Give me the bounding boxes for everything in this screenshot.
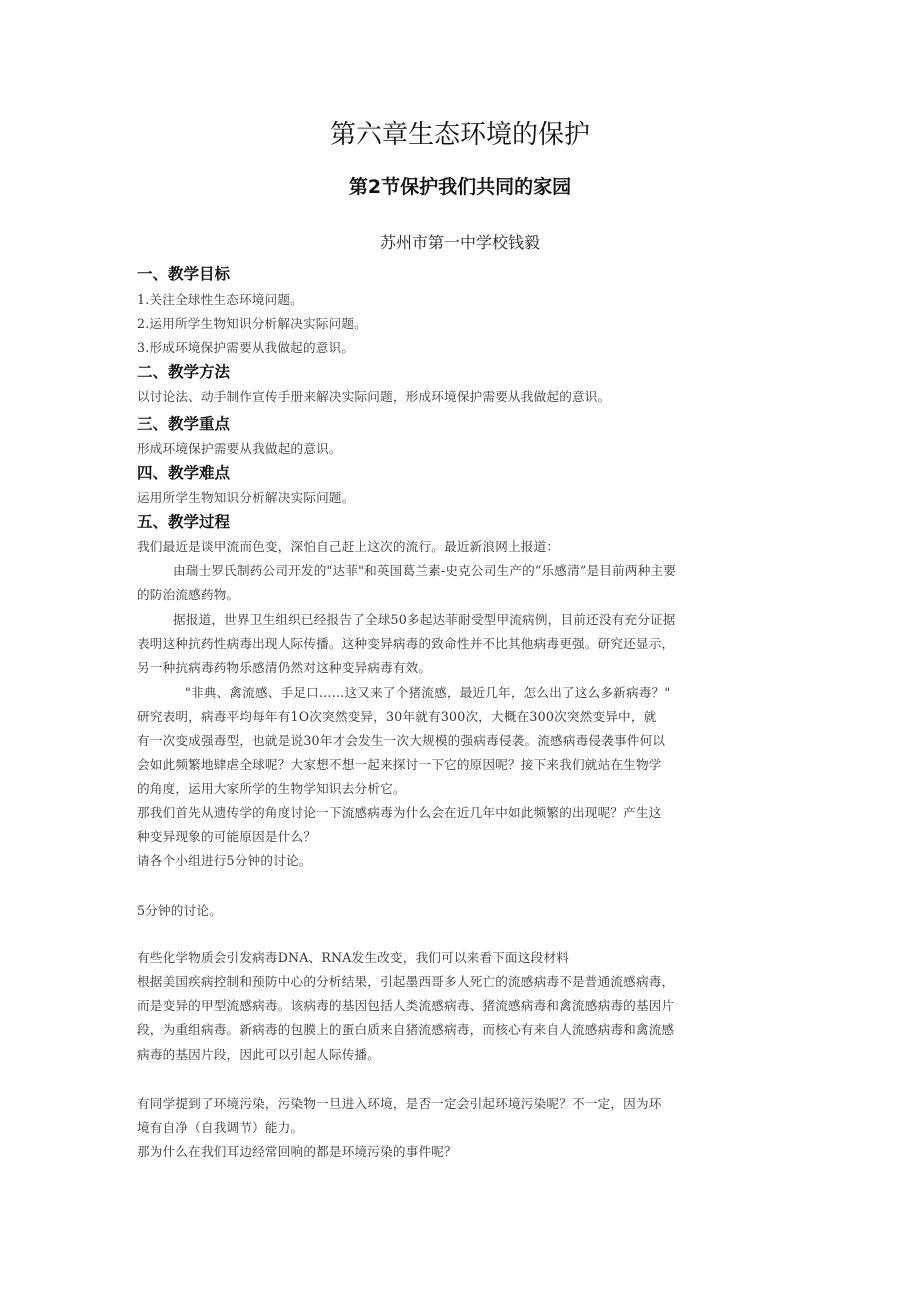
process-line: 表明这种抗药性病毒出现人际传播。这种变异病毒的致命性并不比其他病毒更强。研究还显示，	[137, 636, 675, 651]
process-line: 我们最近是谈甲流而色变，深怕自己赶上这次的流行。最近新浪网上报道：	[137, 539, 560, 554]
process-line: 病毒的基因片段，因此可以引起人际传播。	[137, 1047, 381, 1062]
heading-difficulties: 四、教学难点	[137, 464, 231, 482]
process-line: 会如此频繁地肆虐全球呢？大家想不想一起来探讨一下它的原因呢？接下来我们就站在生物学	[137, 757, 662, 772]
process-line: "非典、禽流感、手足口……这又来了个猪流感，最近几年，怎么出了这么多新病毒？"	[185, 685, 671, 700]
process-line: 请各个小组进行5分钟的讨论。	[137, 853, 312, 868]
process-line: 研究表明，病毒平均每年有1O次突然变异，30年就有300次，大概在300次突然变异中，就	[137, 709, 657, 724]
process-line: 另一种抗病毒药物乐感清仍然对这种变异病毒有效。	[137, 660, 432, 675]
process-line: 而是变异的甲型流感病毒。该病毒的基因包括人类流感病毒、猪流感病毒和禽流感病毒的基因片	[137, 998, 675, 1013]
process-line: 根据美国疾病控制和预防中心的分析结果，引起墨西哥多人死亡的流感病毒不是普通流感病毒，	[137, 974, 675, 989]
goal-item: 2.运用所学生物知识分析解决实际问题。	[137, 316, 367, 331]
heading-teaching-goals: 一、教学目标	[137, 265, 231, 283]
process-line: 据报道，世界卫生组织已经报告了全球50多起达菲耐受型甲流病例，目前还没有充分证据	[173, 612, 676, 627]
process-line: 的防治流感药物。	[137, 587, 240, 602]
difficulties-text: 运用所学生物知识分析解决实际问题。	[137, 490, 355, 505]
goal-item: 1.关注全球性生态环境问题。	[137, 292, 303, 307]
process-line: 5分钟的讨论。	[137, 903, 222, 918]
process-line: 有同学提到了环境污染，污染物一旦进入环境，是否一定会引起环境污染呢？不一定，因为环	[137, 1096, 662, 1111]
process-line: 那我们首先从遗传学的角度讨论一下流感病毒为什么会在近几年中如此频繁的出现呢？产生这	[137, 805, 662, 820]
process-line: 那为什么在我们耳边经常回响的都是环境污染的事件呢？	[137, 1144, 457, 1159]
methods-text: 以讨论法、动手制作宣传手册来解决实际问题，形成环境保护需要从我做起的意识。	[137, 389, 611, 404]
key-points-text: 形成环境保护需要从我做起的意识。	[137, 441, 342, 456]
process-line: 由瑞士罗氏制药公司开发的"达菲"和英国葛兰素-史克公司生产的“乐感清”是目前两种主要	[173, 563, 677, 578]
process-line: 的角度，运用大家所学的生物学知识去分析它。	[137, 781, 406, 796]
document-title: 第六章生态环境的保护	[329, 120, 590, 150]
heading-key-points: 三、教学重点	[137, 415, 231, 433]
process-line: 有些化学物质会引发病毒DNA、RNA发生改变，我们可以来看下面这段材料	[137, 950, 570, 965]
process-line: 种变异现象的可能原因是什么？	[137, 829, 317, 844]
heading-teaching-process: 五、教学过程	[137, 513, 231, 531]
process-line: 段，为重组病毒。新病毒的包膜上的蛋白质来自猪流感病毒，而核心有来自人流感病毒和禽流感	[137, 1022, 675, 1037]
process-line: 有一次变成强毒型，也就是说30年才会发生一次大规模的强病毒侵袭。流感病毒侵袭事件何以	[137, 733, 666, 748]
heading-teaching-methods: 二、教学方法	[137, 363, 231, 381]
section-subtitle: 第2节保护我们共同的家园	[348, 176, 572, 198]
author-line: 苏州市第一中学校钱毅	[379, 233, 540, 252]
goal-item: 3.形成环境保护需要从我做起的意识。	[137, 340, 355, 355]
process-line: 境有自净（自我调节）能力。	[137, 1120, 304, 1135]
